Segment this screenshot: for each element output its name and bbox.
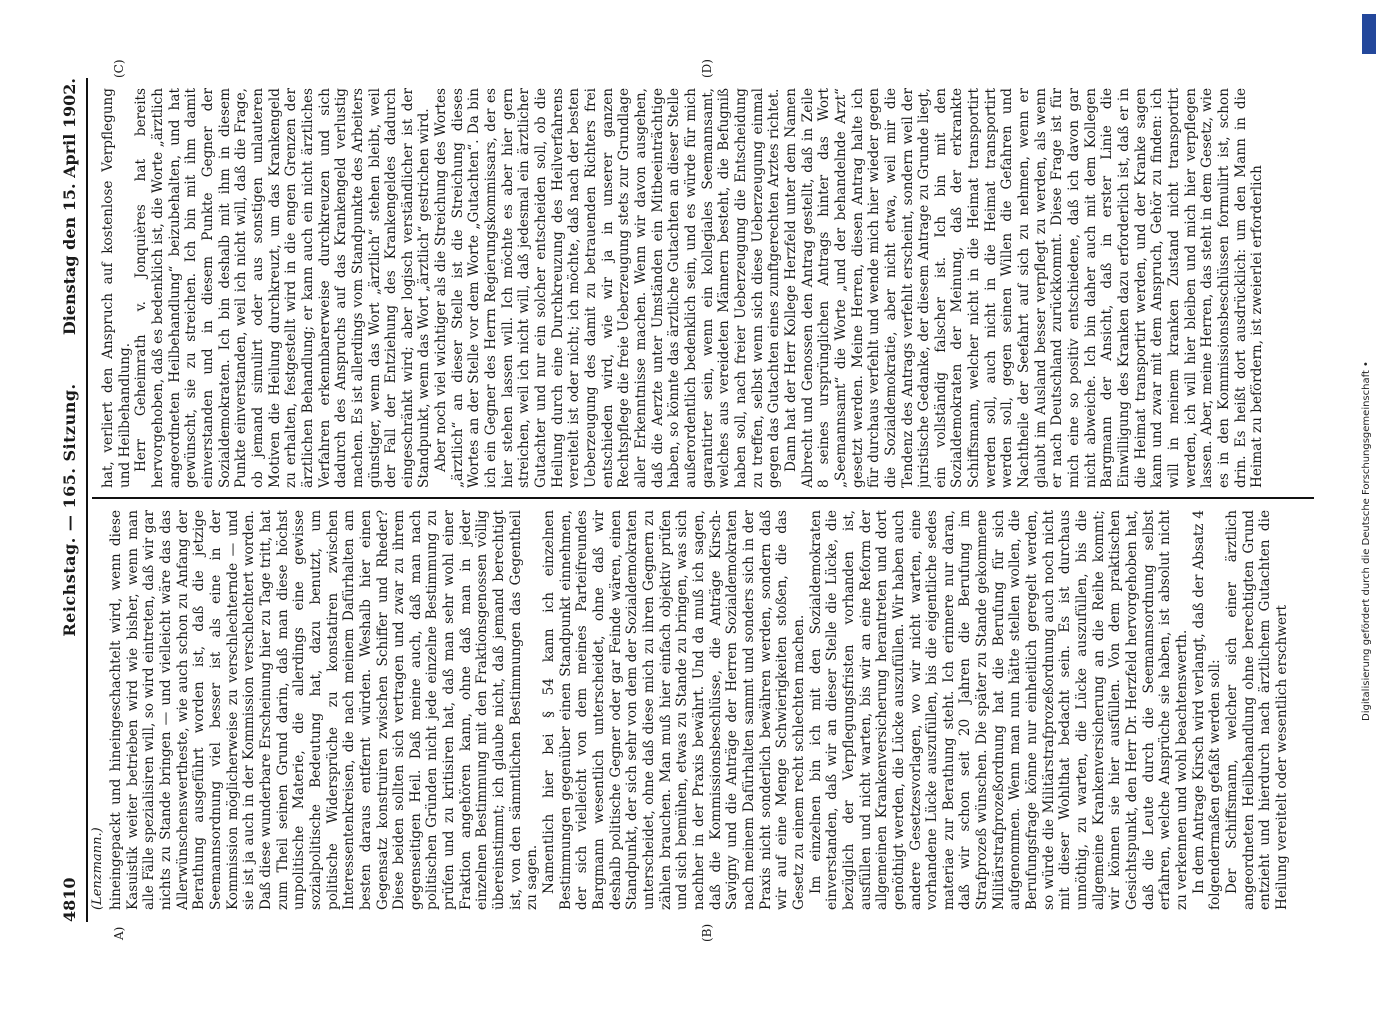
speaker-note: (Lenzmann.) xyxy=(90,827,105,910)
paragraph: Herr Geheimrath v. Jonquières hat bereits hervorgehoben, daß es bedenklich ist, die Worte „ärztlich angeordneten Heilbehandlung“ beizubehalten, und hat gewünscht, sie zu streichen. Ich bin mit ihm damit einverstanden und in diesem Punkte Gegner der Sozialdemokraten. Ich bin deshalb mit ihm in diesem Punkte einverstanden, weil ich nicht will, daß die Frage, ob jemand simulirt oder aus sonstigen unlauteren Motiven die Heilung durchkreuzt, um das Krankengeld zu erhalten, festgestellt wird in die engen Grenzen der ärztlichen Behandlung; er kann auch ein nicht ärztliches Verfahren erkennbarerweise durchkreuzen und sich dadurch des Anspruchs auf das Krankengeld verlustig machen. Es ist allerdings vom Standpunkte des Arbeiters günstiger, wenn das Wort „ärztlich“ stehen bleibt, weil der Fall der Entziehung des Krankengeldes dadurch eingeschränkt wird; aber logisch verständlicher ist der Standpunkt, wenn das Wort „ärztlich“ gestrichen wird. xyxy=(133,88,433,488)
page-number: 4810 xyxy=(60,877,79,922)
paragraph: hineingepackt und hineingeschachtelt wird, wenn diese Kasuistik weiter betrieben wird wie bisher, wenn man alle Fälle spezialisiren will, so wird eintreten, daß wir gar nichts zu Stande bringen — und vielleicht wäre das das Allerwünschenswertheste, wie auch schon zu Anfang der Berathung ausgeführt worden ist, daß die jetzige Seemannsordnung viel besser ist als eine in der Kommission möglicherweise zu verschlechternde — und sie ist ja auch in der Kommission verschlechtert worden. Daß diese wunderbare Erscheinung hier zu Tage tritt, hat zum Theil seinen Grund darin, daß man diese höchst unpolitische Materie, die allerdings eine gewisse sozialpolitische Bedeutung hat, dazu benutzt, um politische Widersprüche zu konstatiren zwischen Interessentenkreisen, die nach meinem Dafürhalten am besten daraus entfernt würden. Weshalb hier einen Gegensatz konstruiren zwischen Schiffer und Rheder? Diese beiden sollten sich vertragen und zwar zu ihrem gegenseitigen Heil. Daß meine auch, daß man nach politischen Gründen nicht jede einzelne Bestimmung zu prüfen und zu kritisiren hat, daß man sehr wohl einer Fraktion angehören kann, ohne daß man in jeder einzelnen Bestimmung mit den Fraktionsgenossen völlig übereinstimmt; ich glaube nicht, daß jemand berechtigt ist, von den sämmtlichen Bestimmungen das Gegentheil zu sagen. xyxy=(108,510,541,910)
session-title: Reichstag. — 165. Sitzung. xyxy=(60,383,79,637)
header-rule xyxy=(86,78,88,922)
paragraph: Im einzelnen bin ich mit den Sozialdemokraten einverstanden, daß wir an dieser Stelle die Lücke, die bezüglich der Verpflegungsfristen vorhanden ist, ausfüllen und nicht warten, bis wir an eine Reform der allgemeinen Krankenversicherung herantreten und dort genöthigt werden, die Lücke auszufüllen. Wir haben auch andere Gesetzesvorlagen, wo wir nicht warten, eine vorhandene Lücke auszufüllen, bis die eigentliche sedes materiae zur Berathung steht. Ich erinnere nur daran, daß wir schon seit 20 Jahren die Berufung im Strafprozeß wünschen. Die später zu Stande gekommene Militärstrafprozeßordnung hat die Berufung für sich aufgenommen. Wenn man nun hätte stellen wollen, die Berufungsfrage könne nur einheitlich geregelt werden, so würde die Militärstrafprozeßordnung auch noch nicht mit dieser Wohlthat bedacht sein. Es ist durchaus unnöthig, zu warten, die Lücke auszufüllen, bis die allgemeine Krankenversicherung an die Reihe kommt; wir können sie hier ausfüllen. Von dem praktischen Gesichtspunkt, den Herr Dr. Herzfeld hervorgehoben hat, daß die Leute durch die Seemannsordnung selbst erfahren, welche Ansprüche sie haben, ist absolut nicht zu verkennen und wohl beachtenswerth. xyxy=(807,510,1190,910)
margin-marker-c: (C) xyxy=(112,59,126,78)
session-date: Dienstag den 15. April 1902. xyxy=(60,78,79,336)
margin-marker-a: A) xyxy=(112,926,126,940)
dfg-logo xyxy=(1362,14,1376,54)
paragraph: Dann hat der Herr Kollege Herzfeld unter dem Namen Albrecht und Genossen den Antrag gestellt, daß in Zeile 8 seines ursprünglichen Antrags hinter das Wort „Seemannsamt“ die Worte „und der behandelnde Arzt“ gesetzt werden. Meine Herren, diesen Antrag halte ich für durchaus verfehlt und wende mich hier wieder gegen die Sozialdemokratie, aber nicht etwa, weil mir die Tendenz des Antrags verfehlt erscheint, sondern weil der juristische Gedanke, der diesem Antrage zu Grunde liegt, ein vollständig falscher ist. Ich bin mit den Sozialdemokraten der Meinung, daß der erkrankte Schiffsmann, welcher nicht in die Heimat transportirt werden soll, auch nicht in die Heimat transportirt werden soll, gegen seinen Willen die Gefahren und Nachtheile der Seefahrt auf sich zu nehmen, wenn er glaubt im Ausland besser verpflegt zu werden, als wenn er nach Deutschland zurückkommt. Diese Frage ist für mich eine so positiv entschiedene, daß ich davon gar nicht abweiche. Ich bin daher auch mit dem Kollegen Bargmann der Ansicht, daß in erster Linie die Einwilligung des Kranken dazu erforderlich ist, daß er in die Heimat transportirt werden, und der Kranke sagen kann und zwar mit dem Anspruch, Gehör zu finden: ich will in meinem kranken Zustand nicht transportirt werden, ich will hier bleiben und mich hier verpflegen lassen. Aber, meine Herren, das steht in dem Gesetz, wie es in den Kommissionsbeschlüssen formulirt ist, schon drin. Es heißt dort ausdrücklich: um den Mann in die Heimat zu befördern, ist zweierlei erforderlich xyxy=(782,88,1266,488)
digitization-stamp xyxy=(1362,14,1376,984)
paragraph: Aber noch viel wichtiger als die Streichung des Wortes „ärztlich“ an dieser Stelle ist die Streichung dieses Wortes an der Stelle vor dem Worte „Gutachten“. Da bin ich ein Gegner des Herrn Regierungskommissars, der es hier stehen lassen will. Ich möchte es aber hier gern streichen, weil ich nicht will, daß jedesmal ein ärztlicher Gutachter und nur ein solcher entscheiden soll, ob die Heilung durch eine Durchkreuzung des Heilverfahrens vereitelt ist oder nicht; ich möchte, daß nach der besten Ueberzeugung des damit zu betrauenden Richters frei entschieden wird, wie wir ja in unserer ganzen Rechtspflege die freie Ueberzeugung stets zur Grundlage aller Erkenntnisse machen. Wenn wir davon ausgehen, daß die Aerzte unter Umständen ein Mitbeeinträchtige haben, so könnte das ärztliche Gutachten an dieser Stelle außerordentlich bedenklich sein, und es würde für mich garantirter sein, wenn ein kollegiales Seemannsamt, welches aus vereideten Männern besteht, die Befugniß haben soll, nach freier Ueberzeugung die Entscheidung zu treffen, selbst wenn sich diese Ueberzeugung einmal gegen das Gutachten eines zunftgerechten Arztes richtet. xyxy=(433,88,783,488)
margin-marker-b: (B) xyxy=(700,923,714,942)
column-divider xyxy=(92,497,1314,499)
paragraph: hat, verliert den Anspruch auf kostenlose Verpflegung und Heilbehandlung. xyxy=(100,88,133,488)
paragraph: Namentlich hier bei § 54 kann ich einzelnen Bestimmungen gegenüber einen Standpunkt einnehmen, der sich vielleicht von dem meines Parteifreundes Bargmann wesentlich unterscheidet, ohne daß wir deshalb politische Gegner oder gar Feinde wären, einen Standpunkt, der sich sehr von dem der Sozialdemokraten unterscheidet, ohne daß diese mich zu ihren Gegnern zu zählen brauchen. Man muß hier einfach objektiv prüfen und sich bemühen, etwas zu Stande zu bringen, was sich nachher in der Praxis bewährt. Und da muß ich sagen, daß die Kommissionsbeschlüsse, die Anträge Kirsch-Savigny und die Anträge der Herren Sozialdemokraten nach meinem Dafürhalten sammt und sonders sich in der Praxis nicht sonderlich bewähren werden, sondern daß wir auf eine Menge Schwierigkeiten stoßen, die das Gesetz zu einem recht schlechten machen. xyxy=(541,510,807,910)
paragraph: Der Schiffsmann, welcher sich einer ärztlich angeordneten Heilbehandlung ohne berechtigten Grund entzieht und hierdurch nach ärztlichem Gutachten die Heilung vereitelt oder wesentlich erschwert xyxy=(1223,510,1290,910)
text-column-left xyxy=(108,510,1318,910)
paragraph: In dem Antrage Kirsch wird verlangt, daß der Absatz 4 folgendermaßen gefaßt werden soll: xyxy=(1190,510,1224,910)
margin-marker-d: (D) xyxy=(700,59,714,78)
text-column-right xyxy=(100,88,1310,488)
digitization-note: Digitalisierung gefördert durch die Deutsche Forschungsgemeinschaft • xyxy=(1361,361,1372,721)
